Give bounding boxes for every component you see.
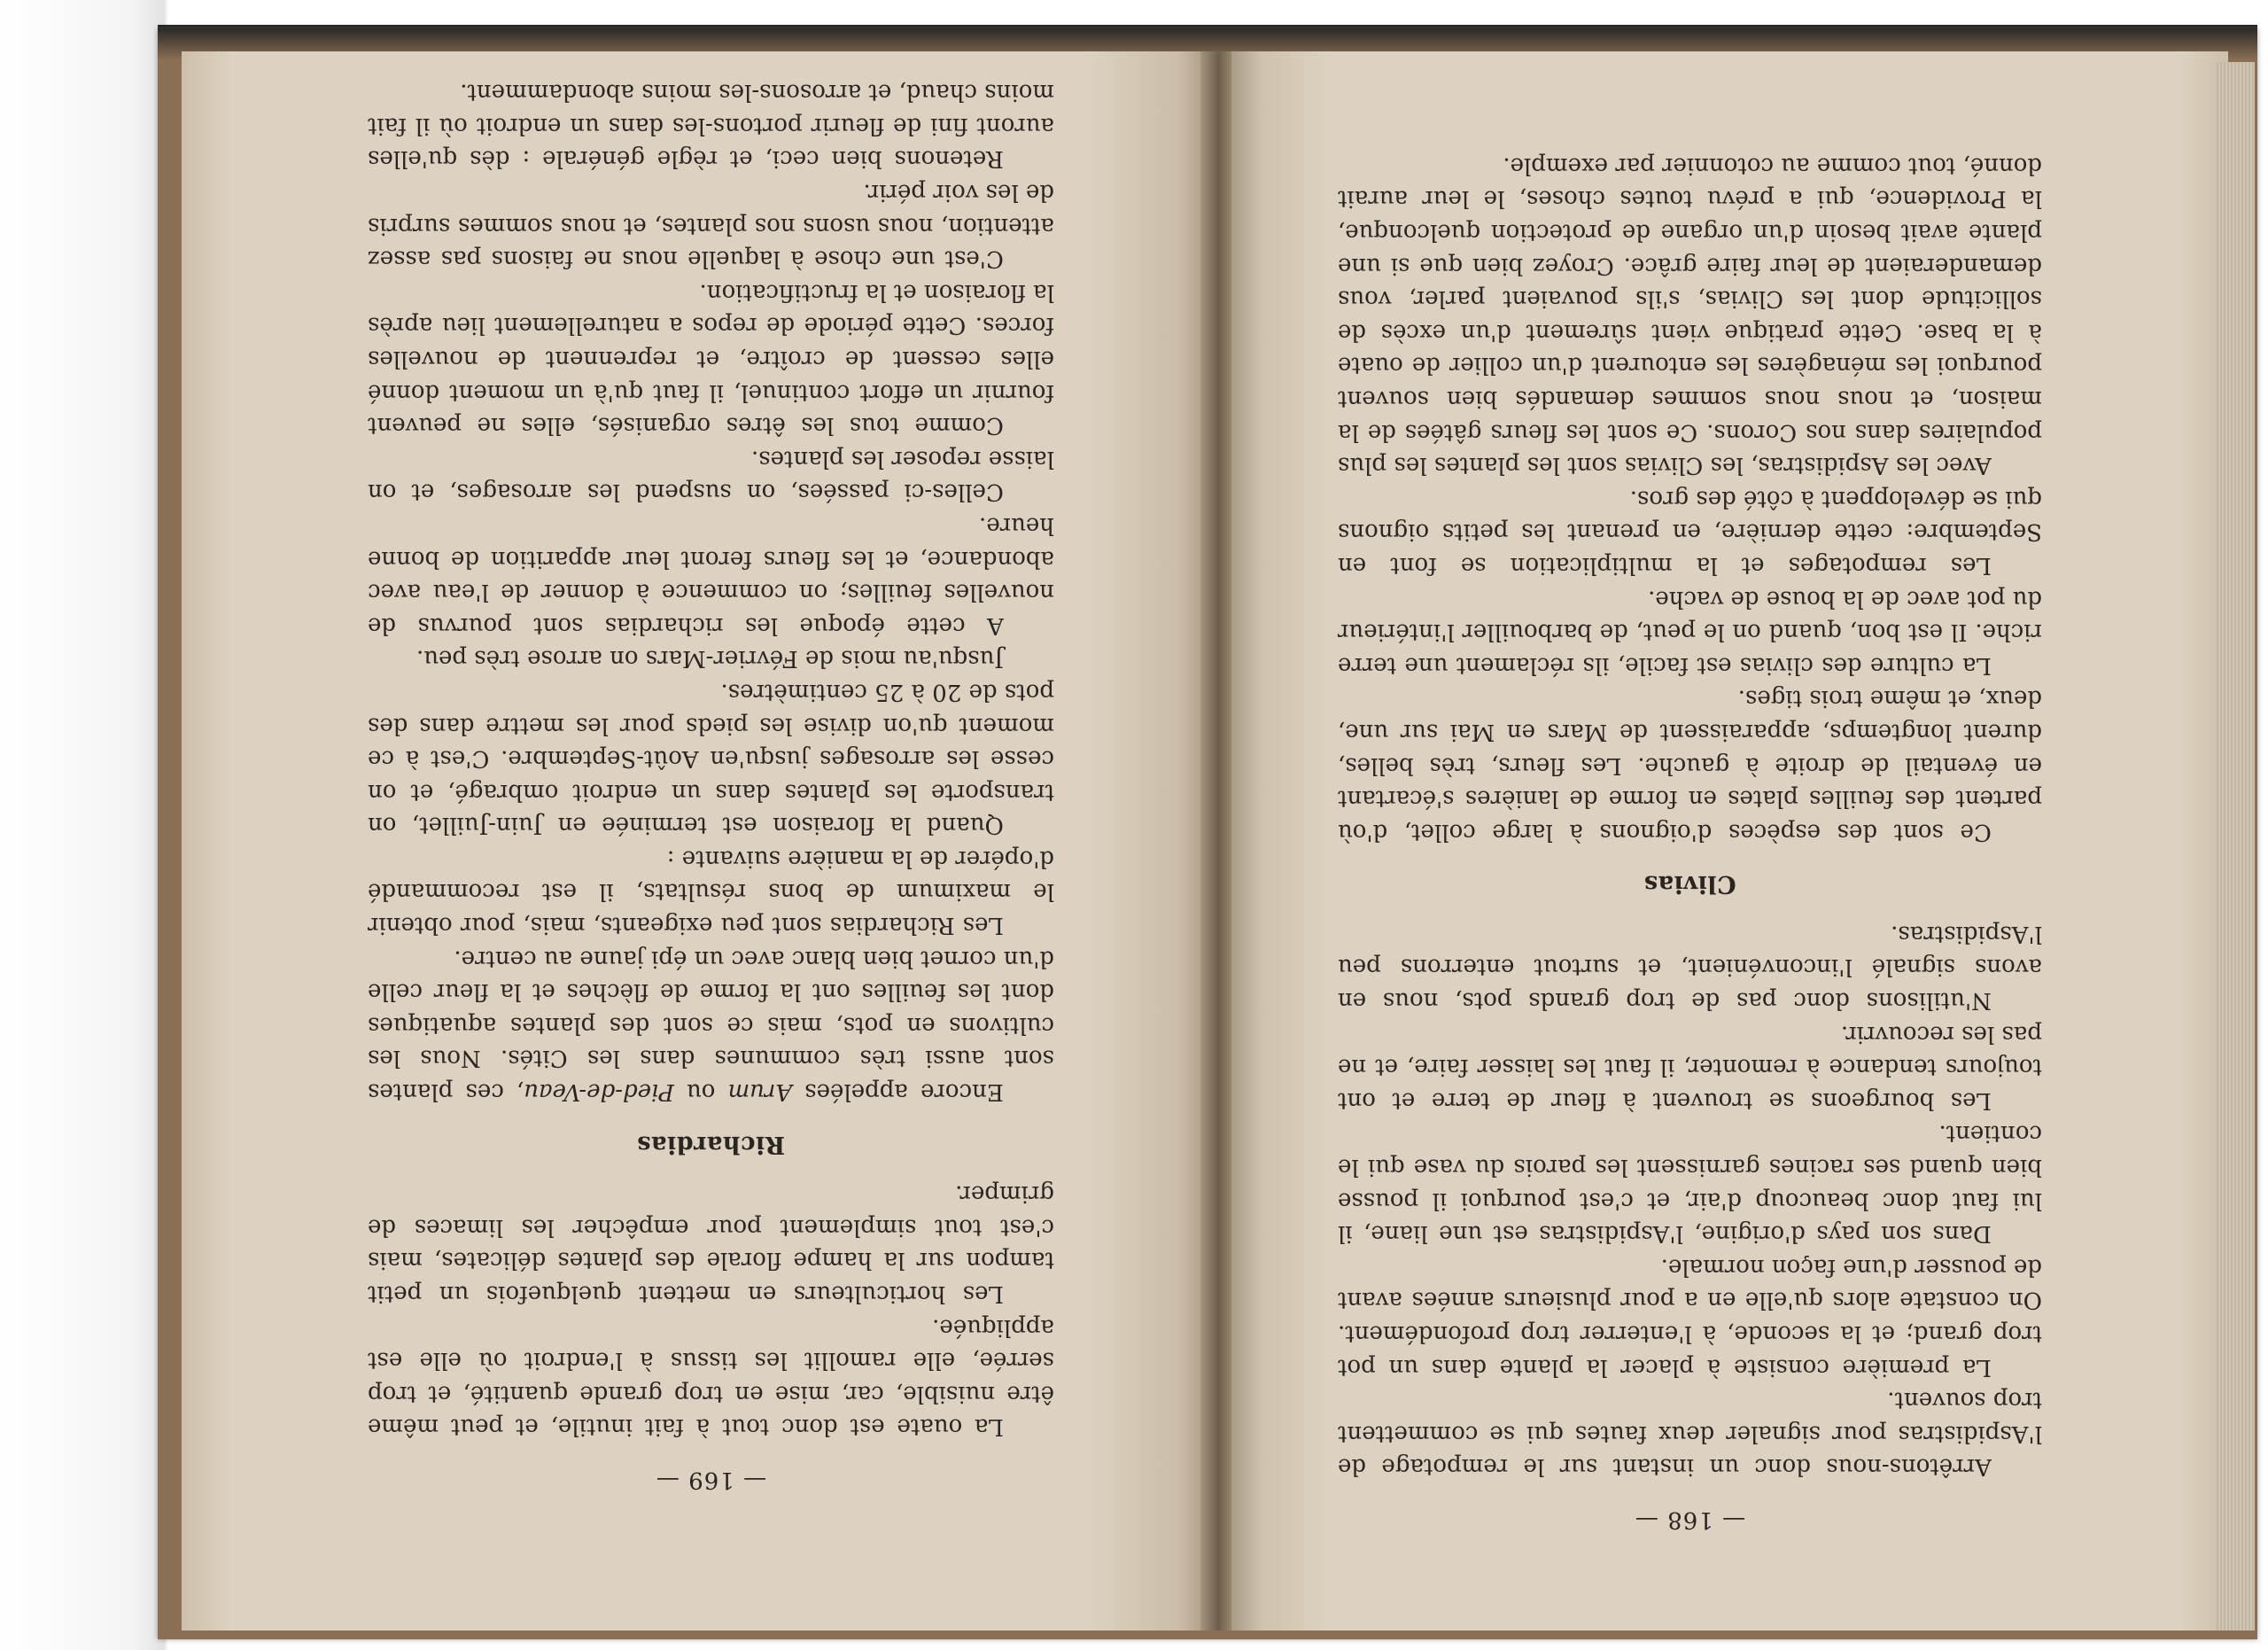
paragraph: Dans son pays d'origine, l'Aspidistras est une liane, il lui faut donc beaucoup d'air, et c'est pourquoi il pousse bien quand ses racines garnissent les parois du vase qui le contient. <box>1338 1120 2042 1248</box>
paragraph: Avec les Aspidistras, les Clivias sont les plantes les plus populaires dans nos Corons. Ce sont les fleurs gâtées de la maison, et nous nous sommes demandés bien souvent pourquoi les ménagères les entourent d'un collier de ouate à la base. Cette pratique vient sûrement d'un excès de sollicitude dont les Clivias, s'ils pouvaient parler, vous demanderaient de leur faire grâce. Croyez bien que si une plante avait besoin d'un organe de protection quelconque, la Providence, qui a prévu toutes choses, le leur aurait donné, tout comme au cotonnier par exemple. <box>1338 152 2042 479</box>
left-page <box>182 51 1209 1631</box>
paragraph-intro <box>368 941 1054 1108</box>
right-page-text <box>1338 152 2042 1536</box>
left-page-text <box>367 79 1054 1496</box>
paragraph: Arrêtons-nous donc un instant sur le rempotage de l'Aspidistras pour signaler deux fautes qui se commettent trop souvent. <box>1338 1387 2042 1481</box>
paragraph: C'est une chose à laquelle nous ne faisons pas assez attention, nous usons nos plantes, et nous sommes surpris de les voir périr. <box>368 179 1054 273</box>
page-number: — 169 — <box>655 1467 767 1493</box>
italic-term: Pied-de-Veau <box>524 1078 674 1106</box>
paragraph: N'utilisons donc pas de trop grands pots, nous en avons signalé l'inconvénient, et surtout enterrons peu l'Aspidistras. <box>1338 920 2042 1015</box>
paragraph: Les bourgeons se trouvent à fleur de terre et ont toujours tendance à remonter, il faut les laisser faire, et ne pas les recouvrir. <box>1338 1020 2042 1114</box>
paragraph: Quand la floraison est terminée en Juin-Juillet, on transporte les plantes dans un endroit ombragé, et on cesse les arrosages jusqu'en Août-Septembre. C'est à ce moment qu'on divise les pieds pour les mettre dans des pots de 20 à 25 centimètres. <box>368 678 1054 839</box>
paragraph: La culture des clivias est facile, ils réclament une terre riche. Il est bon, quand on le peut, de barbouiller l'intérieur du pot avec de la bouse de vache. <box>1338 585 2042 679</box>
section-heading: Clivias <box>1643 870 1736 899</box>
section-heading: Richardias <box>636 1130 786 1158</box>
text-run: Encore appelées <box>792 1078 1004 1106</box>
italic-term: Arum <box>727 1078 793 1106</box>
paragraph: La ouate est donc tout à fait inutile, et peut même être nuisible, car, mise en trop grande quantité, et trop serrée, elle ramollit les tissus à l'endroit où elle est appliquée. <box>368 1313 1054 1441</box>
page-edges <box>2215 62 2255 1631</box>
paragraph: La première consiste à placer la plante dans un pot trop grand; et la seconde, à l'enterrer trop profondément. On constate alors qu'elle en a pour plusieurs années avant de pousser d'une façon normale. <box>1338 1253 2042 1381</box>
paragraph: Ce sont des espèces d'oignons à large collet, d'où partent des feuilles plates en forme de lanières s'écartant en éventail de droite à gauche. Les fleurs, très belles, durent longtemps, apparaissent de Mars en Mai sur une, deux, et même trois tiges. <box>1338 685 2042 845</box>
paragraph: A cette époque les richardias sont pourvus de nouvelles feuilles; on commence à donner de l'eau avec abondance, et les fleurs feront leur apparition de bonne heure. <box>368 511 1054 639</box>
text-run: ou <box>673 1078 728 1106</box>
paragraph: Retenons bien ceci, et règle générale : dès qu'elles auront fini de fleurir portons-les dans un endroit où il fait moins chaud, et arrosons-les moins abondamment. <box>368 79 1054 173</box>
paragraph: Les horticulteurs en mettent quelquefois un petit tampon sur la hampe florale des plantes délicates, mais c'est tout simplement pour empêcher les limaces de grimper. <box>368 1180 1054 1308</box>
paragraph: Les rempotages et la multiplication se font en Septembre: cette dernière, en prenant les petits oignons qui se développent à côté des gros. <box>1338 485 2042 579</box>
paragraph: Les Richardias sont peu exigeants, mais, pour obtenir le maximum de bons résultats, il est recommandé d'opérer de la manière suivante : <box>368 844 1054 939</box>
paragraph: Jusqu'au mois de Février-Mars on arrose très peu. <box>416 645 1004 673</box>
right-page <box>1231 51 2228 1631</box>
text-run: , ces plantes sont aussi très communes dans les Cités. Nous les cultivons en pots, mais ce sont des plantes aquatiques dont les feuilles ont la forme de flèches et la fleur celle d'un cornet bien blanc avec un épi jaune au centre. <box>367 945 1054 1106</box>
paragraph: Comme tous les êtres organisés, elles ne peuvent fournir un effort continuel, il faut qu'à un moment donné elles cessent de croître, et reprennent de nouvelles forces. Cette période de repos a naturellement lieu après la floraison et la fructification. <box>368 278 1054 440</box>
page-number: — 168 — <box>1634 1506 1746 1533</box>
paragraph: Celles-ci passées, on suspend les arrosages, et on laisse reposer les plantes. <box>368 445 1054 506</box>
